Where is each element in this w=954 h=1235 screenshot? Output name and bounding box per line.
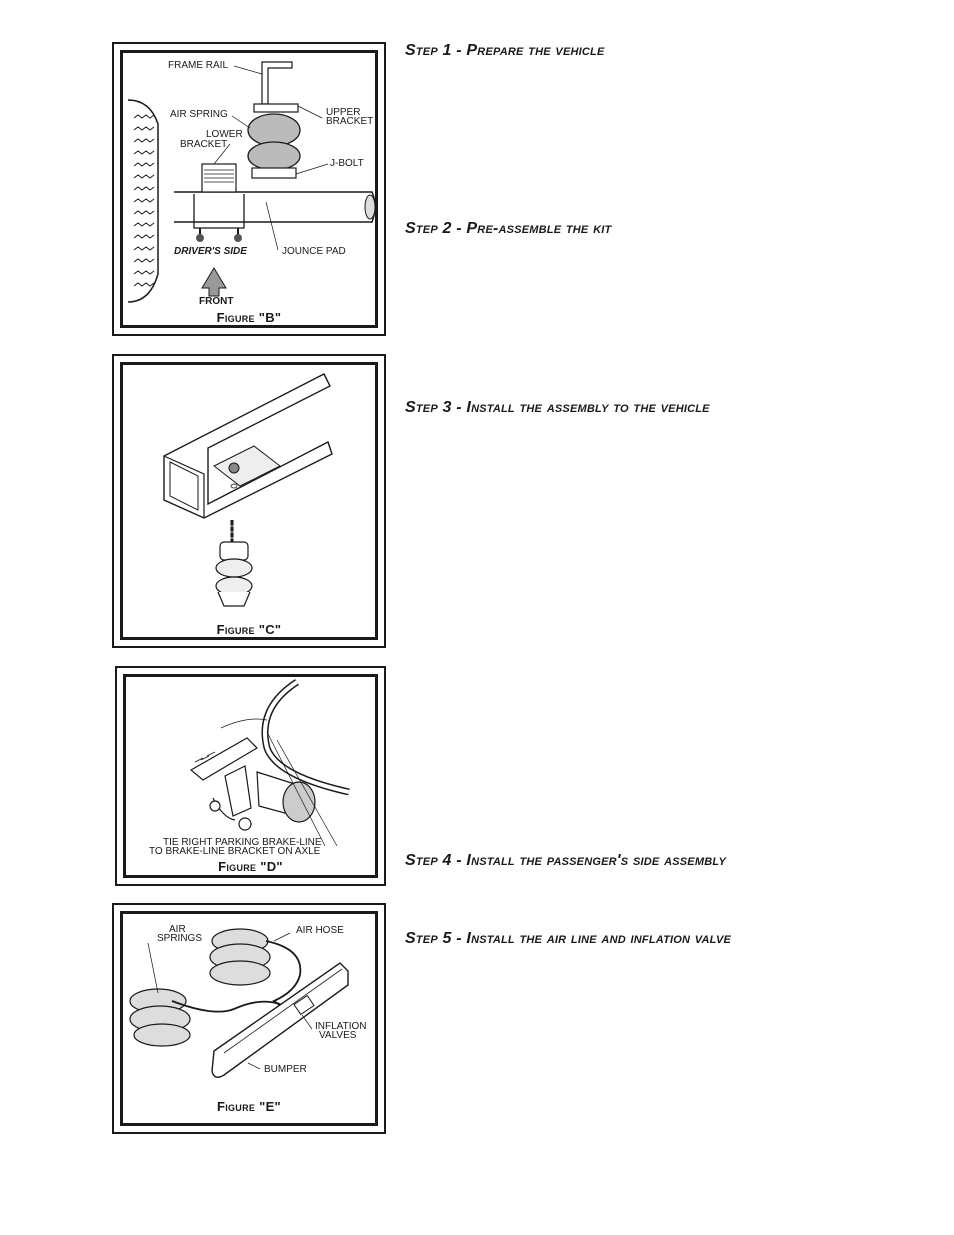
figure-b-caption: Figure "B" [216, 310, 282, 325]
figure-c-caption: Figure "C" [216, 622, 282, 637]
figure-c-panel [112, 354, 386, 648]
bumper-label: BUMPER [264, 1064, 307, 1075]
step-1-heading: Step 1 - Prepare the vehicle [405, 42, 605, 59]
step-2-heading: Step 2 - Pre-assemble the kit [405, 220, 612, 237]
upper-bracket-label-1: UPPER [326, 107, 361, 118]
figure-b-panel [112, 42, 386, 336]
air-springs-label-2: SPRINGS [157, 933, 203, 944]
air-springs-label-1: AIR [169, 924, 186, 935]
figure-d-caption: Figure "D" [218, 859, 283, 874]
step-5-heading: Step 5 - Install the air line and inflation valve [405, 930, 732, 947]
figure-e-caption: Figure "E" [216, 1099, 282, 1114]
figure-b-illustration [114, 44, 388, 338]
air-spring-label: AIR SPRING [170, 109, 228, 120]
figure-d-panel [115, 666, 386, 886]
frame-rail-label: FRAME RAIL [168, 60, 229, 71]
upper-bracket-label-2: BRACKET [326, 116, 374, 127]
lower-bracket-label-2: BRACKET [180, 139, 228, 150]
air-hose-label: AIR HOSE [296, 925, 344, 936]
figure-c-illustration [114, 356, 388, 650]
brake-line-note-1: TIE RIGHT PARKING BRAKE-LINE [163, 837, 322, 848]
drivers-side-label: DRIVER'S SIDE [174, 246, 247, 257]
figure-e-panel [112, 903, 386, 1134]
step-3-heading: Step 3 - Install the assembly to the vehicle [405, 399, 710, 416]
front-label: FRONT [199, 296, 234, 307]
inflation-valves-label-2: VALVES [319, 1030, 357, 1041]
j-bolt-label: J-BOLT [330, 158, 364, 169]
brake-line-note-2: TO BRAKE-LINE BRACKET ON AXLE [149, 846, 321, 857]
step-4-heading: Step 4 - Install the passenger's side assembly [405, 852, 726, 869]
lower-bracket-label-1: LOWER [206, 129, 243, 140]
jounce-pad-label: JOUNCE PAD [282, 246, 346, 257]
inflation-valves-label-1: INFLATION [315, 1021, 367, 1032]
